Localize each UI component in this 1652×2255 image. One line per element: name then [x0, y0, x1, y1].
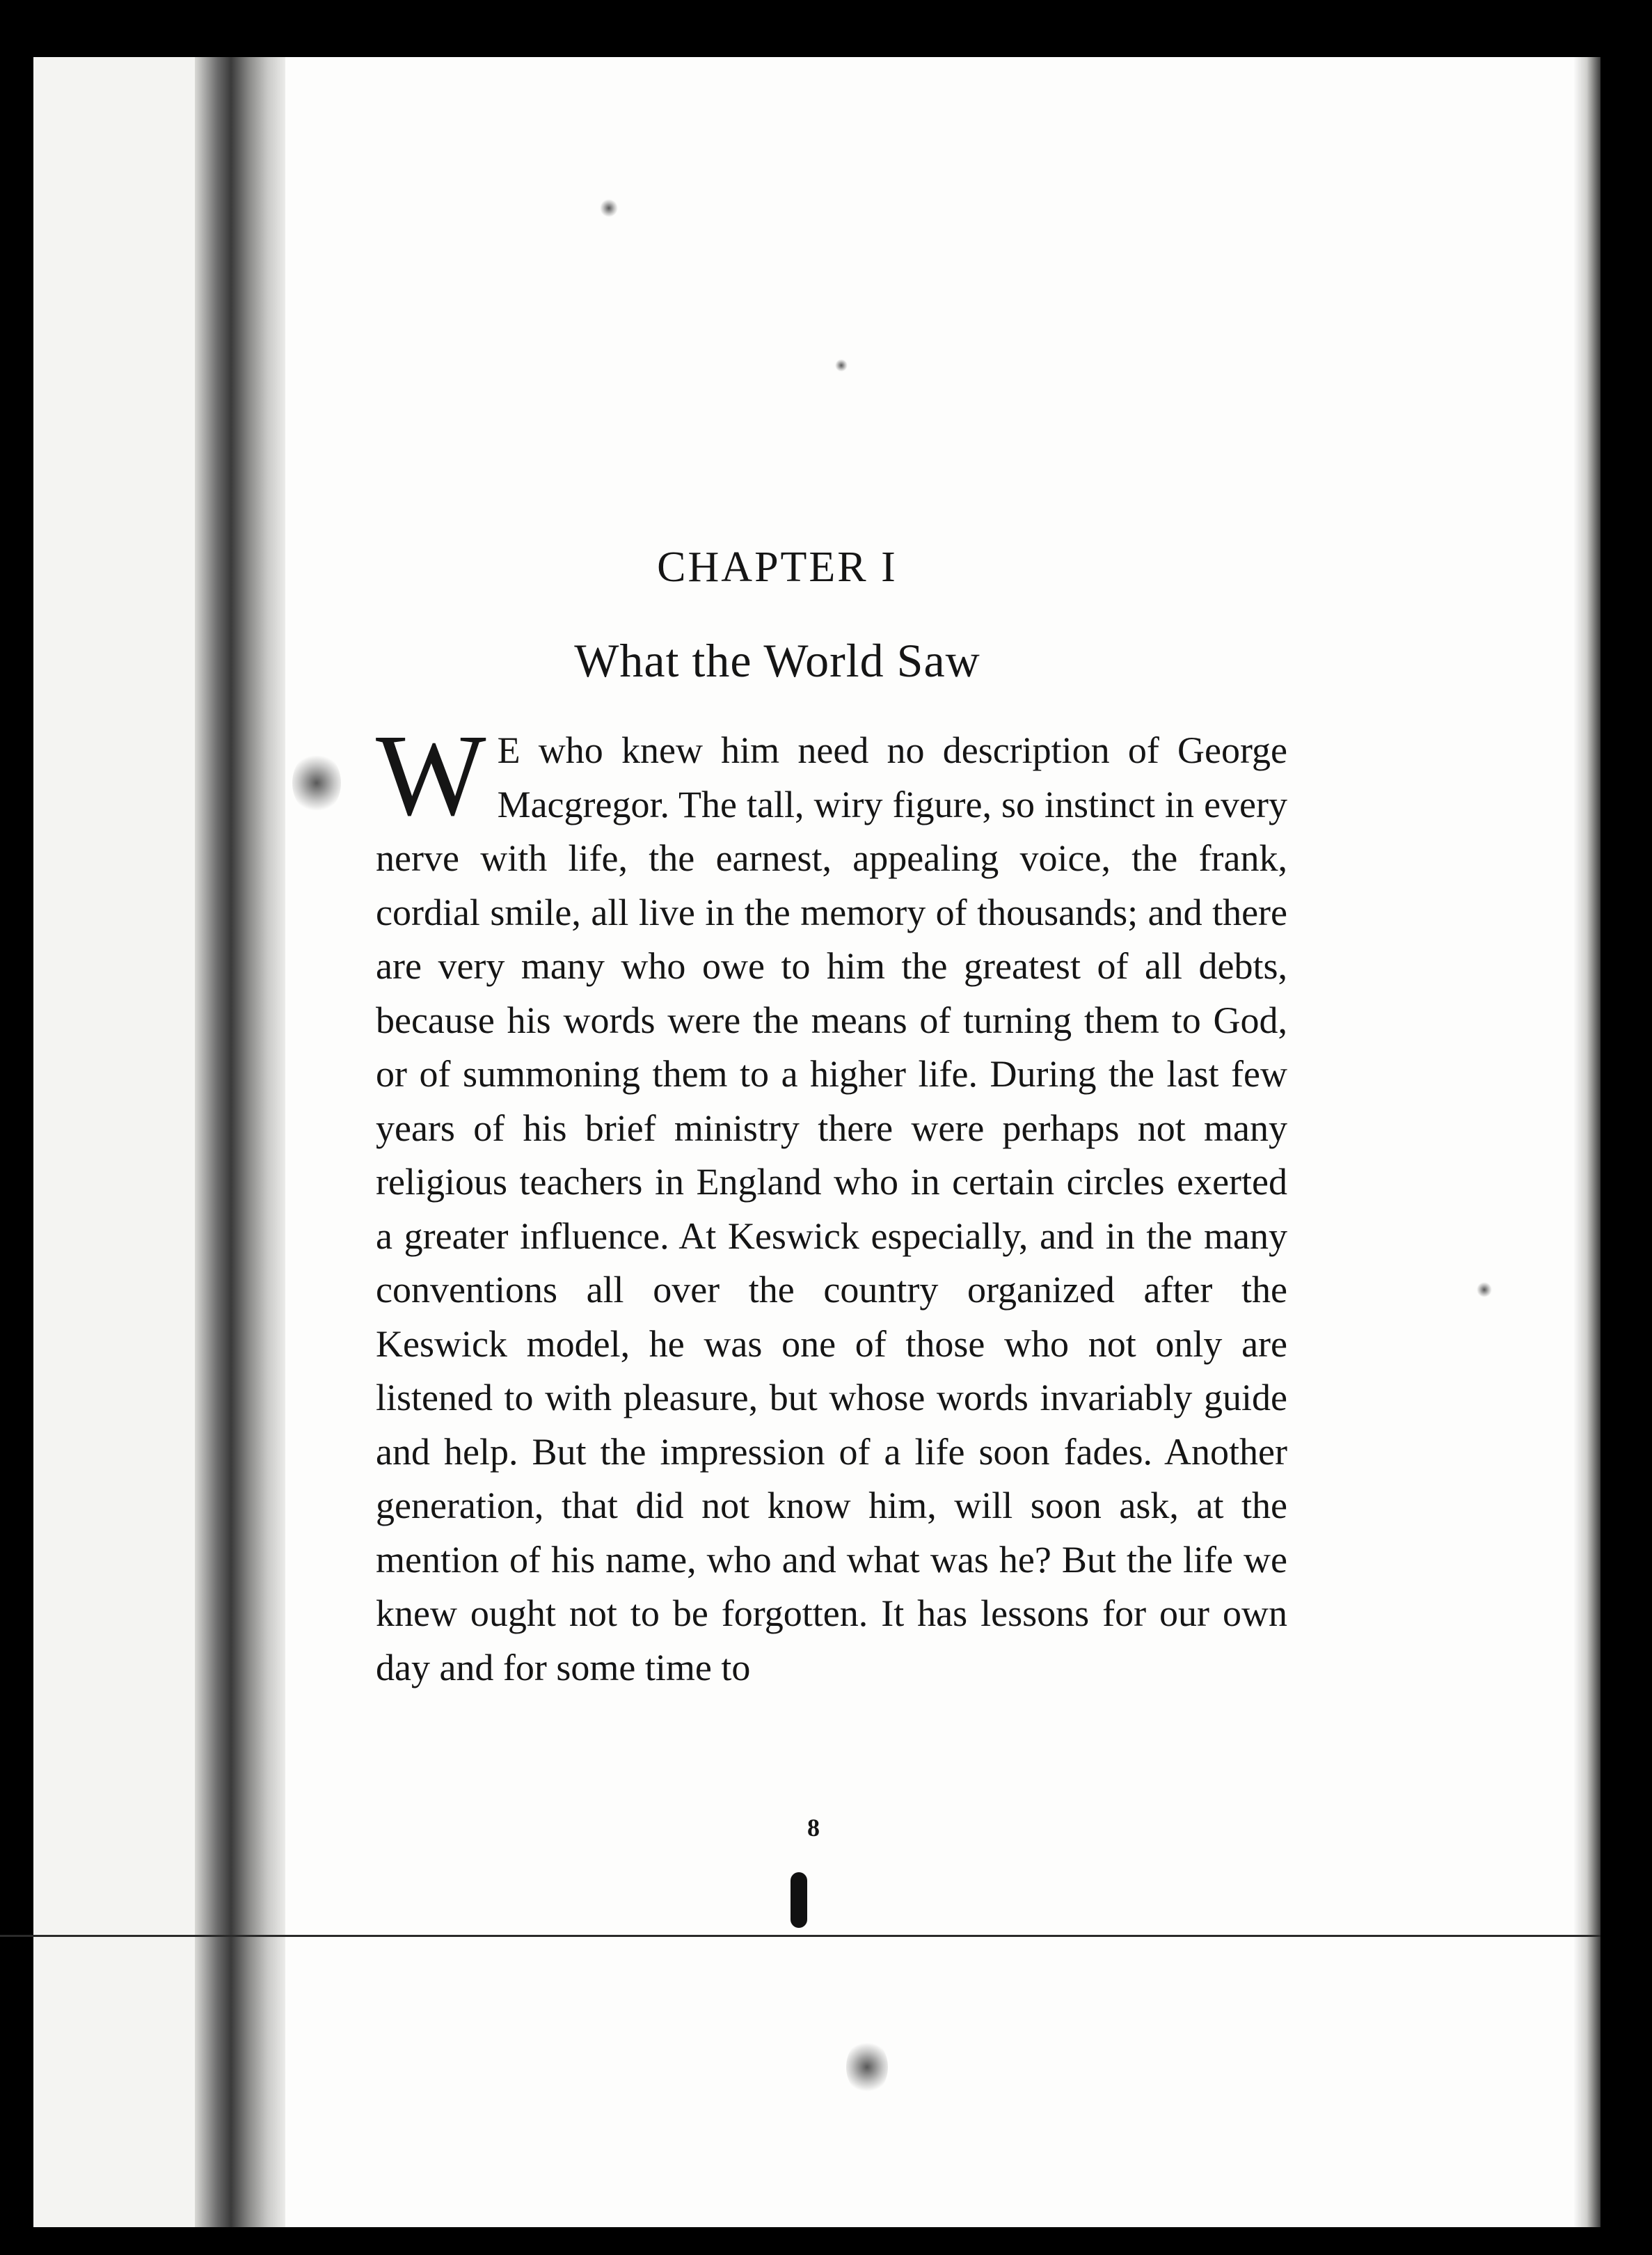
chapter-label: CHAPTER I: [657, 544, 898, 591]
book-gutter: [195, 57, 285, 2227]
body-text: who knew him need no description of George Macgregor. The tall, wiry figure, so instinct in every nerve with life, the earnest, appealing voice, the frank, cordial smile, all live in the memory of thousands; and there are very many who owe to him the greatest of all debts, because his words were the means of turning them to God, or of summoning them to a higher life. During the last few years of his brief ministry there were perhaps not many religious teachers in England who in certain circles exerted a greater influence. At Keswick especially, and in the many conventions all over the country organized after the Keswick model, he was one of those who not only are listened to with pleasure, but whose words invariably guide and help. But the impression of a life soon fades. Another generation, that did not know him, will soon ask, at the mention of his name, who and what was he? But the life we knew ought not to be forgotten. It has lessons for our own day and for some time to: [376, 729, 1287, 1688]
body-paragraph: [376, 711, 1287, 1695]
scan-border-left: [0, 0, 33, 2255]
scan-smudge: [846, 2039, 888, 2095]
scan-border-bottom: [0, 2227, 1652, 2255]
binding-mark: [791, 1872, 807, 1928]
page-number: 8: [807, 1814, 820, 1842]
first-word-rest: E: [497, 729, 521, 771]
chapter-title: What the World Saw: [574, 634, 980, 687]
scan-smudge: [835, 359, 848, 372]
facing-page-edge: [33, 57, 195, 2227]
scan-smudge: [292, 752, 341, 814]
drop-cap: W: [376, 711, 486, 840]
scan-border-top: [0, 0, 1652, 57]
scan-border-right: [1601, 0, 1652, 2255]
scan-smudge: [600, 199, 618, 217]
page-edge-right: [1573, 57, 1601, 2227]
fold-line: [0, 1935, 1601, 1937]
scan-smudge: [1477, 1282, 1492, 1297]
